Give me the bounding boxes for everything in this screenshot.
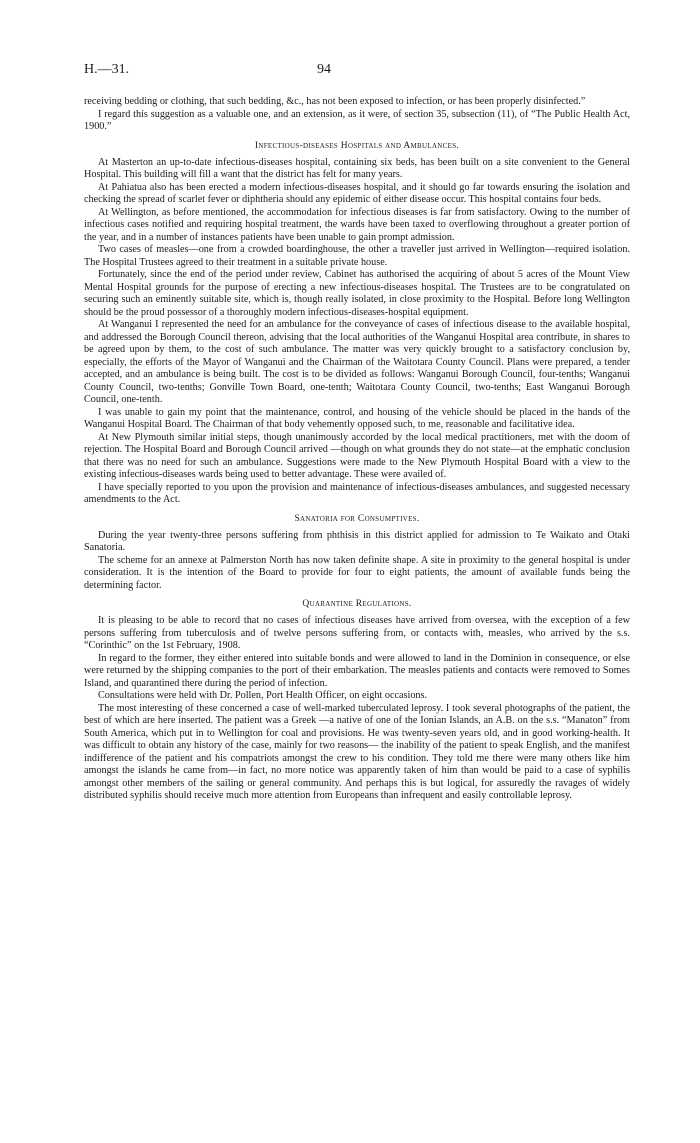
document-page [84,62,630,801]
paragraph: It is pleasing to be able to record that no cases of infectious diseases have arrived from oversea, with the exception of a few persons suffering from tuberculosis and of twelve persons suffering from, or contacts with, measles, who arrived by the s.s. “Corinthic” on the 1st February, 1908. [84,615,630,651]
page-header [84,62,630,84]
document-body [84,96,630,803]
paragraph: At Pahiatua also has been erected a modern infectious-diseases hospital, and it should go far towards ensuring the isolation and checking the spread of scarlet fever or diphtheria should any epidemic of either disease occur. This hospital contains four beds. [84,181,630,205]
section-heading-text: Sanatoria for Consumptives. [294,513,420,524]
section-heading [84,141,630,151]
paragraph: The most interesting of these concerned a case of well-marked tuberculated leprosy. I took several photographs of the patient, the best of which are here inserted. The patient was a Greek —a native of one of the Ionian Islands, an A.B. on the s.s. “Manaton” from South America, which put in to Wellington for coal and provisions. He was twenty-seven years old, and in good working-health. It was difficult to obtain any history of the case, mainly for two reasons— the inability of the patient to speak English, and the manifest indifference of the patient and his compatriots amongst the crew to his condition. They told me there were many others like him amongst the islands he came from—in fact, no more notice was apparently taken of him than would be paid to a case of syphilis amongst other members of the sailing or general community. And perhaps this is but logical, for assuredly the ravages of widely distributed syphilis should receive much more attention from Europeans than infrequent and easily controllable leprosy. [84,702,630,801]
paragraph: The scheme for an annexe at Palmerston North has now taken definite shape. A site in proximity to the general hospital is under consideration. It is the intention of the Board to provide for four to eight patients, the amount of available funds being the determining factor. [84,554,630,591]
section-heading-text: Infectious-diseases Hospitals and Ambulances. [254,140,460,151]
paragraph: receiving bedding or clothing, that such bedding, &c., has not been exposed to infection, or has been properly disinfected.” [84,96,586,107]
paragraph: At Masterton an up-to-date infectious-diseases hospital, containing six beds, has been built on a site convenient to the General Hospital. This building will fill a want that the district has felt for many years. [84,156,630,180]
paragraph: I regard this suggestion as a valuable one, and an extension, as it were, of section 35, subsection (11), of “The Public Health Act, 1900.” [84,108,630,132]
paragraph: At New Plymouth similar initial steps, though unanimously accorded by the local medical practitioners, met with the doom of rejection. The Hospital Board and Borough Council arrived —though on what grounds they do not state—at the emphatic conclusion that there was no need for such an ambulance. Suggestions were made to the New Plymouth Hospital Board with a view to the existing infectious-diseases wards being used to better advantage. These were availed of. [84,431,630,480]
page-number: 94 [317,62,331,77]
paragraph: Consultations were held with Dr. Pollen, Port Health Officer, on eight occasions. [98,690,428,701]
paragraph: At Wellington, as before mentioned, the accommodation for infectious diseases is far from satisfactory. Owing to the number of infectious cases notified and requiring hospital treatment, the wards have been taxed to overflowing throughout a greater portion of the year, and in a number of instances patients have been unable to gain prompt admission. [84,206,630,243]
paragraph: I have specially reported to you upon the provision and maintenance of infectious-diseases ambulances, and suggested necessary amendments to the Act. [84,481,630,505]
paragraph: At Wanganui I represented the need for an ambulance for the conveyance of cases of infectious disease to the available hospital, and addressed the Borough Council thereon, advising that the local authorities of the Wanganui Hospital area contribute, in shares to be agreed upon by them, to the cost of such ambulance. The matter was very quickly brought to a satisfactory conclusion by, especially, the efforts of the Mayor of Wanganui and the Chairman of the Waitotara County Council. Plans were prepared, a tender accepted, and an ambulance is being built. The cost is to be divided as follows: Wanganui Borough Council, four-tenths; Wanganui County Council, two-tenths; Gonville Town Board, one-tenth; Waitotara County Council, two-tenths; East Wanganui Borough Council, one-tenth. [84,319,630,405]
report-reference: H.—31. [84,62,130,77]
paragraph: I was unable to gain my point that the maintenance, control, and housing of the vehicle should be placed in the hands of the Wanganui Hospital Board. The Chairman of that body vehemently opposed such, to me, reasonable and facilitative idea. [84,406,630,430]
paragraph: Two cases of measles—one from a crowded boardinghouse, the other a traveller just arrived in Wellington—required isolation. The Hospital Trustees agreed to their treatment in a suitable private house. [84,244,630,268]
section-heading-text: Quarantine Regulations. [302,599,412,609]
paragraph: During the year twenty-three persons suffering from phthisis in this district applied for admission to Te Waikato and Otaki Sanatoria. [84,529,630,553]
paragraph: In regard to the former, they either entered into suitable bonds and were allowed to land in the Dominion in consequence, or else were returned by the shipping companies to the port of their embarkation. The measles patients and contacts were removed to Somes Island, and quarantined there during the period of infection. [84,652,630,689]
paragraph: Fortunately, since the end of the period under review, Cabinet has authorised the acquiring of about 5 acres of the Mount View Mental Hospital grounds for the purpose of erecting a new infectious-diseases hospital. The Trustees are to be congratulated on securing such an eminently suitable site, which is, though really isolated, in close proximity to the Hospital. Before long Wellington should be the proud possessor of a thoroughly modern infectious-diseases-hospital equipment. [84,269,630,318]
section-heading [84,514,630,524]
section-heading [84,599,630,609]
